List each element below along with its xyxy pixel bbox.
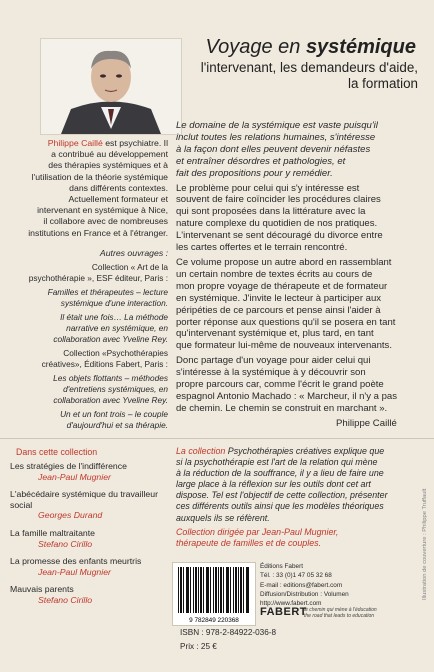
barcode-image	[173, 563, 255, 625]
bio-line: est psychiatre. Il	[102, 138, 168, 148]
work-entry	[10, 312, 168, 344]
collection-item	[10, 489, 160, 521]
slogan-line: le chemin qui mène à l'éducation	[304, 607, 377, 613]
work-entry	[10, 373, 168, 405]
collection-item	[10, 584, 160, 605]
barcode-bar	[243, 567, 244, 613]
bio-line: Actuellement formateur et	[68, 194, 168, 205]
body-line: en systémique. J'invite le lecteur à participer aux	[176, 292, 382, 304]
work-line: d'entretiens systémiques, en	[63, 383, 168, 394]
desc-line: dispose. Tel est l'objectif de cette collection, présenter	[176, 490, 388, 501]
collection-item-author: Jean-Paul Mugnier	[38, 471, 111, 482]
desc-line: auxquels ils se réfèrent.	[176, 512, 270, 523]
work-line: Les objets flottants – méthodes	[53, 373, 168, 384]
work-entry	[10, 409, 168, 430]
works-list	[10, 262, 168, 434]
collection-item	[10, 528, 160, 549]
collection-item-author: Stefano Cirillo	[38, 594, 93, 605]
barcode-bar	[230, 567, 231, 613]
works-heading: Autres ouvrages :	[99, 248, 168, 258]
bio-line: il collabore avec de nombreuses	[43, 216, 168, 227]
body-line: que formateur lui-même de nouveaux intervenants.	[176, 340, 392, 352]
cover-credit: Illustration de couverture : Philippe Truffault	[422, 488, 428, 600]
publisher-info	[260, 562, 400, 608]
barcode-number: 9 782849 220368	[189, 617, 239, 624]
barcode-bar	[183, 567, 184, 613]
work-line: Collection « Art de la	[91, 262, 168, 272]
barcode-bar	[233, 567, 234, 613]
body-line: souvent de faire coïncider les procédures claires	[176, 194, 381, 206]
author-name: Philippe Caillé	[47, 138, 103, 148]
barcode-bar	[200, 567, 202, 613]
bio-line: des thérapies systémiques et à	[48, 160, 168, 171]
desc-line: large place à la réflexion sur les outils dont cet art	[176, 479, 371, 490]
barcode-bar	[198, 567, 199, 613]
body-line: à la façon dont elles peuvent devenir néfastes	[176, 143, 371, 155]
barcode-bar	[190, 567, 191, 613]
body-line: Le problème pour celui qui s'y intéresse est	[176, 182, 360, 194]
work-line: Collection «Psychothérapies	[63, 348, 168, 359]
work-line: Un et un font trois – le couple	[60, 409, 168, 420]
collection-item-title: Les stratégies de l'indifférence	[10, 461, 127, 471]
body-line: nature complexe du quotidien de nos pratiques.	[176, 218, 378, 230]
collection-item-author: Jean-Paul Mugnier	[38, 566, 111, 577]
fabert-logo: FABERT	[260, 606, 307, 618]
collection-list	[10, 461, 160, 613]
book-subtitle	[186, 60, 418, 92]
bio-line: l'utilisation de la théorie systémique	[31, 171, 168, 182]
collection-item	[10, 556, 160, 577]
body-line: qui sont proposées dans la littérature avec la	[176, 206, 366, 218]
body-line: de chemin. Le chemin se construit en marchant ».	[176, 402, 388, 414]
work-entry	[10, 262, 168, 283]
divider	[0, 438, 434, 439]
barcode-bar	[213, 567, 214, 613]
work-line: narrative en systémique, en	[66, 322, 168, 333]
collection-item-author: Georges Durand	[38, 510, 103, 521]
barcode-bar	[195, 567, 197, 613]
desc-line: à la réduction de la souffrance, il y a lieu de faire une	[176, 468, 384, 479]
back-cover-text	[176, 120, 424, 418]
collection-heading: Dans cette collection	[16, 447, 98, 457]
work-line: collaboration avec Yveline Rey.	[53, 394, 168, 405]
work-line: Il était une fois… La méthode	[60, 312, 168, 323]
barcode-bar	[178, 567, 179, 613]
body-line: L'intervenant se sent découragé du divorce entre	[176, 230, 383, 242]
barcode-bar	[193, 567, 194, 613]
work-line: collaboration avec Yveline Rey.	[53, 333, 168, 344]
director-line: Collection dirigée par Jean-Paul Mugnier,	[176, 527, 339, 537]
body-line: espagnol Antonio Machado : « Marcheur, il n'y a pas	[176, 390, 398, 402]
body-paragraph	[176, 183, 424, 254]
publisher-line: http://www.fabert.com	[260, 600, 322, 608]
barcode-bar	[218, 567, 219, 613]
barcode-bar	[203, 567, 204, 613]
body-line: Donc partage d'un voyage pour aider celui qui	[176, 355, 371, 367]
body-line: inclut toutes les relations humaines, s'intéresse	[176, 131, 376, 143]
bio-line: intervenant en systémique à Nice,	[37, 205, 168, 216]
body-line: péripéties de ce parcours et pense ainsi l'aider à	[176, 304, 381, 316]
author-photo	[40, 38, 182, 135]
barcode-bar	[235, 567, 237, 613]
barcode-bar	[206, 567, 209, 613]
publisher-line: Tél. : 33 (0)1 47 05 32 68	[260, 572, 332, 580]
publisher-line: Éditions Fabert	[260, 563, 303, 570]
work-line: Familles et thérapeutes – lecture	[47, 287, 168, 298]
desc-line: ces différents outils ainsi que les modèles théoriques	[176, 501, 384, 512]
barcode-bar	[215, 567, 217, 613]
body-line: mon propre voyage de thérapeute et de formateur	[176, 280, 388, 292]
collection-director	[176, 527, 424, 549]
body-line: les cartes offertes et le terrain rencontré.	[176, 242, 348, 254]
work-line: systémique d'une interaction.	[60, 297, 168, 308]
slogan-line: the road that leads to education	[304, 613, 375, 619]
body-line: Le domaine de la systémique est vaste puisqu'il	[176, 120, 378, 131]
publisher-logo	[260, 606, 424, 620]
barcode-bar	[240, 567, 242, 613]
work-line: créatives», Éditions Fabert, Paris :	[41, 358, 168, 369]
body-line: s'intéresse à la systémique à y découvrir son	[176, 367, 366, 379]
price: Prix : 25 €	[180, 642, 217, 651]
collection-item-title: L'abécédaire systémique du travailleur social	[10, 489, 158, 510]
collection-item-title: La promesse des enfants meurtris	[10, 556, 142, 567]
work-entry	[10, 287, 168, 308]
work-line: psychothérapie », ESF éditeur, Paris :	[28, 272, 168, 283]
bio-line: a contribué au développement	[51, 149, 168, 160]
desc-line: si la psychothérapie est l'art de la relation qui mène	[176, 457, 378, 468]
work-entry	[10, 348, 168, 369]
bio-line: institutions en France et à l'étranger.	[28, 227, 168, 238]
collection-item-title: La famille maltraitante	[10, 527, 95, 538]
bio-line: dans différents contextes.	[69, 182, 168, 193]
portrait-image	[41, 39, 181, 134]
barcode-bar	[223, 567, 224, 613]
publisher-line: E-mail : editions@fabert.com	[260, 581, 343, 589]
barcode-bar	[210, 567, 211, 613]
collection-item-author: Stefano Cirillo	[38, 538, 93, 549]
barcode-bar	[226, 567, 229, 613]
body-paragraph	[176, 257, 424, 352]
desc-line: Psychothérapies créatives explique que	[225, 446, 385, 456]
barcode	[172, 562, 256, 626]
author-bio	[10, 138, 168, 239]
director-line: thérapeute de familles et de couples.	[176, 538, 322, 548]
work-line: d'aujourd'hui et sa thérapie.	[66, 419, 168, 430]
publisher-slogan	[304, 607, 422, 619]
signature: Philippe Caillé	[336, 418, 397, 429]
subtitle-line: la formation	[348, 76, 418, 91]
title-emphasis: systémique	[305, 36, 416, 58]
barcode-bar	[220, 567, 222, 613]
title-prefix: Voyage en	[205, 36, 306, 58]
book-title	[186, 36, 416, 58]
barcode-bar	[186, 567, 189, 613]
isbn: ISBN : 978-2-84922-036-8	[180, 628, 277, 637]
publisher-line: Diffusion/Distribution : Volumen	[260, 590, 349, 598]
body-line: propre parcours car, comme l'écrit le grand poète	[176, 379, 384, 391]
collection-label: La collection	[176, 446, 226, 456]
body-line: porter réponse aux questions qu'il se posera en tant	[176, 316, 396, 328]
collection-description	[176, 446, 424, 524]
body-paragraph	[176, 355, 424, 415]
body-line: et entraîner désordres et pathologies, et	[176, 155, 346, 167]
body-paragraph	[176, 120, 424, 180]
barcode-bar	[246, 567, 249, 613]
body-line: qu'intervenant systémique et, plus tard, en tant	[176, 328, 374, 340]
barcode-bar	[238, 567, 239, 613]
subtitle-line: l'intervenant, les demandeurs d'aide,	[200, 60, 418, 75]
body-line: fait des propositions pour y remédier.	[176, 167, 333, 179]
collection-item-title: Mauvais parents	[10, 584, 74, 595]
barcode-bar	[180, 567, 182, 613]
body-line: Ce volume propose un autre abord en rassemblant	[176, 256, 392, 268]
body-line: un certain nombre de textes écrits au cours de	[176, 268, 373, 280]
collection-item	[10, 461, 160, 482]
